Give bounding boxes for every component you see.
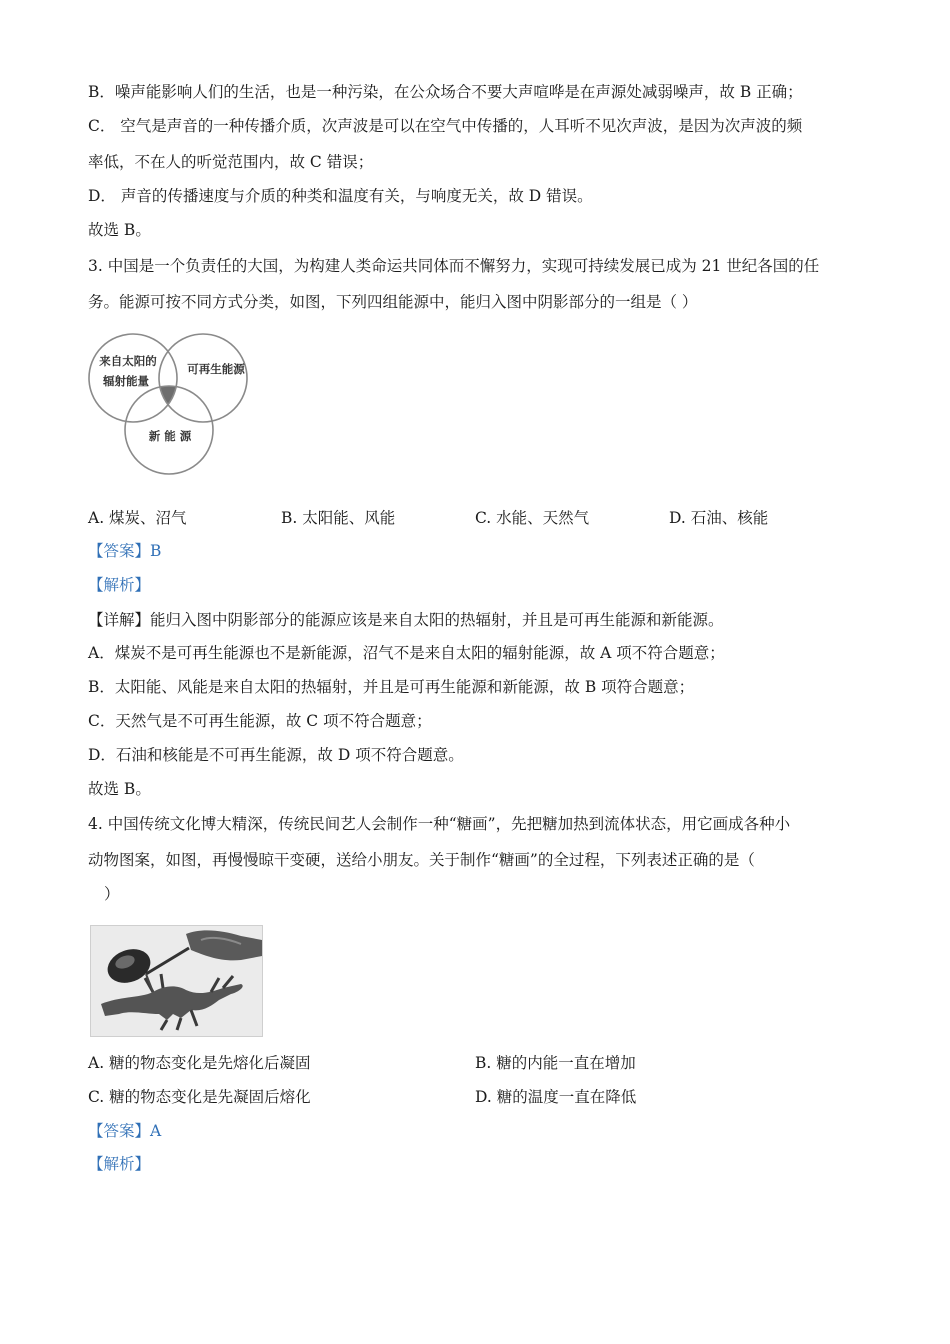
q3-analysis-label: 【解析】 (88, 576, 151, 594)
q2-explanation-c-line2: 率低，不在人的听觉范围内，故 C 错误； (88, 153, 374, 171)
q3-explanation-c: C．天然气是不可再生能源，故 C 项不符合题意； (88, 712, 432, 730)
q4-answer: 【答案】A (88, 1122, 162, 1140)
q3-option-b: B. 太阳能、风能 (281, 509, 396, 527)
q4-option-b: B. 糖的内能一直在增加 (475, 1054, 636, 1072)
q2-select: 故选 B。 (88, 221, 151, 239)
circle-renewable-energy (159, 334, 247, 422)
q3-option-c: C. 水能、天然气 (475, 509, 590, 527)
venn-diagram (88, 326, 258, 478)
q3-explanation-a: A．煤炭不是可再生能源也不是新能源，沼气不是来自太阳的辐射能源，故 A 项不符合题意； (88, 644, 725, 662)
label-new-energy: 新 能 源 (148, 429, 192, 443)
q4-stem-line2: 动物图案，如图，再慢慢晾干变硬，送给小朋友。关于制作“糖画”的全过程，下列表述正确的是（ (88, 851, 755, 869)
q3-option-d: D. 石油、核能 (669, 509, 769, 527)
q4-analysis-label: 【解析】 (88, 1155, 151, 1173)
q3-select: 故选 B。 (88, 780, 151, 798)
q3-stem-line2: 务。能源可按不同方式分类，如图，下列四组能源中，能归入图中阴影部分的一组是（ ） (88, 293, 698, 311)
q2-explanation-d: D． 声音的传播速度与介质的种类和温度有关，与响度无关，故 D 错误。 (88, 187, 593, 205)
label-solar-line2: 辐射能量 (103, 374, 149, 388)
label-solar-line1: 来自太阳的 (99, 354, 157, 368)
q3-detail: 【详解】能归入图中阴影部分的能源应该是来自太阳的热辐射，并且是可再生能源和新能源。 (88, 611, 724, 629)
q3-explanation-b: B．太阳能、风能是来自太阳的热辐射，并且是可再生能源和新能源，故 B 项符合题意； (88, 678, 695, 696)
sugar-painting-photo (90, 925, 263, 1037)
q4-stem-line3: ） (104, 885, 120, 903)
q4-option-d: D. 糖的温度一直在降低 (475, 1088, 637, 1106)
q3-option-a: A. 煤炭、沼气 (88, 509, 187, 527)
q4-stem-line1: 4. 中国传统文化博大精深，传统民间艺人会制作一种“糖画”，先把糖加热到流体状态，用它画成各种小 (88, 815, 791, 833)
q4-option-a: A. 糖的物态变化是先熔化后凝固 (88, 1054, 311, 1072)
q4-option-c: C. 糖的物态变化是先凝固后熔化 (88, 1088, 311, 1106)
q2-explanation-b: B．噪声能影响人们的生活，也是一种污染，在公众场合不要大声喧哗是在声源处减弱噪声，故 B 正确； (88, 83, 803, 101)
q2-explanation-c-line1: C． 空气是声音的一种传播介质，次声波是可以在空气中传播的，人耳听不见次声波，是因为次声波的频 (88, 117, 803, 135)
q3-explanation-d: D．石油和核能是不可再生能源，故 D 项不符合题意。 (88, 746, 464, 764)
label-renewable: 可再生能源 (187, 362, 245, 376)
q3-stem-line1: 3. 中国是一个负责任的大国，为构建人类命运共同体而不懈努力，实现可持续发展已成为 21 世纪各国的任 (88, 257, 820, 275)
q3-answer: 【答案】B (88, 542, 162, 560)
